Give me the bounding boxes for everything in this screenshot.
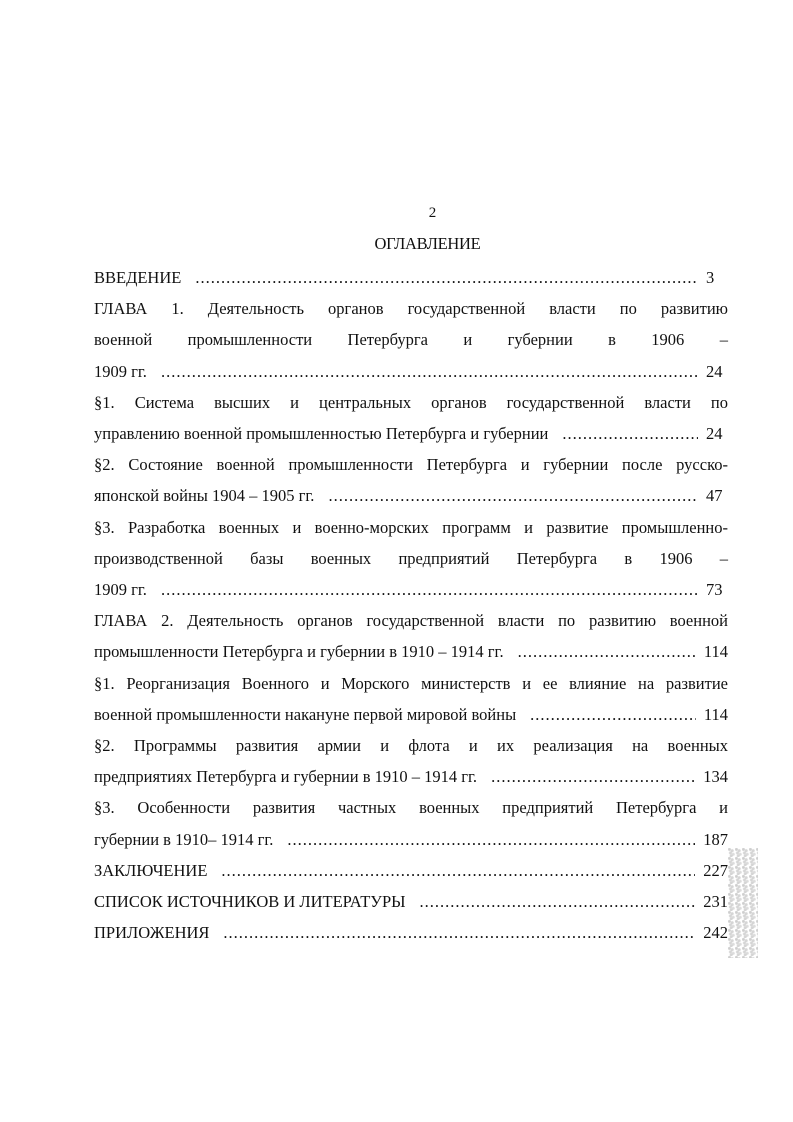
dot-leader: [221, 855, 695, 886]
toc-entry-text-line: ГЛАВА 1. Деятельность органов государственной власти по развитию: [94, 299, 728, 319]
toc-page-number: 227: [703, 860, 728, 880]
toc-entry-bibliography[interactable]: [94, 886, 728, 917]
toc-entry-text: военной промышленности накануне первой мировой войны: [94, 704, 517, 724]
toc-entry-text: 1909 гг.: [94, 580, 147, 600]
toc-entry-line: [94, 356, 728, 387]
toc-entry-line: [94, 418, 728, 449]
toc-entry-appendices[interactable]: [94, 917, 728, 948]
toc-page-number: 114: [703, 704, 728, 724]
dot-leader: [491, 761, 695, 792]
toc-entry-text-line: §1. Реорганизация Военного и Морского министерств и ее влияние на развитие: [94, 673, 728, 693]
toc-entry-line: [94, 262, 728, 293]
toc-entry-line: [94, 699, 728, 730]
toc-page-number: 73: [706, 580, 723, 600]
dot-leader: [530, 699, 696, 730]
toc-page-number: 187: [703, 829, 728, 849]
toc-entry-introduction[interactable]: [94, 262, 728, 293]
toc-entry-chapter-2-section-3[interactable]: [94, 792, 728, 854]
dot-leader: [223, 917, 695, 948]
toc-entry-chapter-2-section-2[interactable]: [94, 730, 728, 792]
dot-leader: [420, 886, 696, 917]
toc-entry-conclusion[interactable]: [94, 855, 728, 886]
toc-entry-text: СПИСОК ИСТОЧНИКОВ И ЛИТЕРАТУРЫ: [94, 892, 406, 912]
toc-entry-text: промышленности Петербурга и губернии в 1910 – 1914 гг.: [94, 642, 504, 662]
toc-page-number: 47: [706, 486, 723, 506]
toc-entry-text-line: ГЛАВА 2. Деятельность органов государственной власти по развитию военной: [94, 611, 728, 631]
toc-page-number: 24: [706, 361, 723, 381]
toc-entry-chapter-2-section-1[interactable]: [94, 668, 728, 730]
page-number: 2: [428, 205, 437, 221]
table-of-contents: [94, 262, 728, 948]
toc-page-number: 114: [703, 642, 728, 662]
toc-entry-line: [94, 480, 728, 511]
dot-leader: [161, 574, 698, 605]
toc-entry-text-line: военной промышленности Петербурга и губернии в 1906 –: [94, 330, 728, 350]
toc-entry-chapter-1-section-1[interactable]: [94, 387, 728, 449]
dot-leader: [518, 636, 696, 667]
toc-entry-chapter-1-section-3[interactable]: [94, 512, 728, 606]
toc-page-number: 3: [706, 268, 715, 287]
toc-entry-text: управлению военной промышленностью Петербурга и губернии: [94, 424, 549, 444]
dot-leader: [195, 262, 698, 293]
toc-entry-text-line: производственной базы военных предприятий Петербурга в 1906 –: [94, 548, 728, 568]
dot-leader: [328, 480, 698, 511]
dot-leader: [562, 418, 698, 449]
dot-leader: [161, 356, 698, 387]
toc-page-number: 242: [703, 923, 728, 943]
toc-entry-line: [94, 761, 728, 792]
toc-page-number: 24: [706, 424, 723, 444]
dot-leader: [287, 824, 695, 855]
toc-page-number: 134: [703, 767, 728, 787]
toc-entry-text: ПРИЛОЖЕНИЯ: [94, 923, 210, 943]
toc-entry-line: [94, 886, 728, 917]
toc-entry-text-line: §3. Особенности развития частных военных предприятий Петербурга и: [94, 798, 728, 818]
toc-entry-line: [94, 855, 728, 886]
toc-entry-text-line: §2. Программы развития армии и флота и их реализация на военных: [94, 736, 728, 756]
toc-entry-text: губернии в 1910– 1914 гг.: [94, 829, 274, 849]
toc-page-number: 231: [703, 892, 728, 912]
toc-entry-text: японской войны 1904 – 1905 гг.: [94, 486, 315, 506]
toc-entry-text-line: §2. Состояние военной промышленности Петербурга и губернии после русско-: [94, 455, 728, 475]
toc-entry-text: ЗАКЛЮЧЕНИЕ: [94, 860, 208, 880]
scan-noise-speckle: [728, 848, 758, 958]
toc-entry-line: [94, 824, 728, 855]
toc-entry-line: [94, 574, 728, 605]
toc-entry-text: 1909 гг.: [94, 361, 147, 381]
toc-entry-line: [94, 917, 728, 948]
toc-entry-text: предприятиях Петербурга и губернии в 1910 – 1914 гг.: [94, 767, 478, 787]
toc-entry-chapter-1-section-2[interactable]: [94, 449, 728, 511]
toc-entry-line: [94, 636, 728, 667]
toc-entry-text-line: §3. Разработка военных и военно-морских программ и развитие промышленно-: [94, 517, 728, 537]
toc-entry-text: ВВЕДЕНИЕ: [94, 268, 182, 287]
toc-entry-chapter-2[interactable]: [94, 605, 728, 667]
toc-entry-chapter-1[interactable]: [94, 293, 728, 387]
toc-title: ОГЛАВЛЕНИЕ: [374, 234, 481, 253]
toc-entry-text-line: §1. Система высших и центральных органов государственной власти по: [94, 392, 728, 412]
